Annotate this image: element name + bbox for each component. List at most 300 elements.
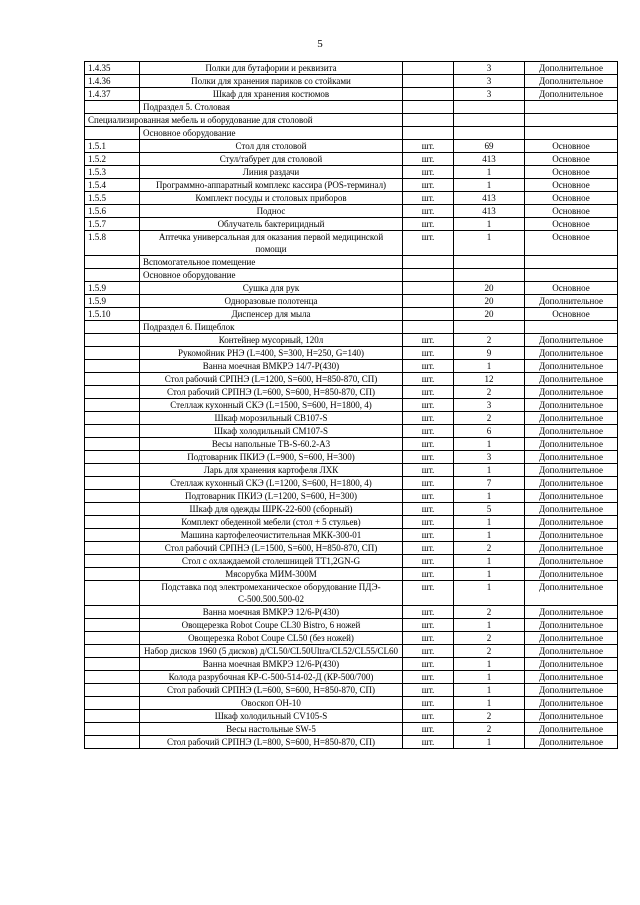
table-row	[85, 88, 618, 101]
cell-qty	[454, 321, 525, 334]
cell-qty: 5	[454, 503, 525, 516]
table-row	[85, 153, 618, 166]
table-row	[85, 671, 618, 684]
cell-unit: шт.	[403, 205, 454, 218]
cell-name: Облучатель бактерицидный	[140, 218, 403, 231]
section-title: Специализированная мебель и оборудование для столовой	[85, 114, 403, 127]
cell-unit	[403, 308, 454, 321]
cell-code: 1.5.5	[85, 192, 140, 205]
table-row	[85, 218, 618, 231]
cell-code: 1.4.35	[85, 62, 140, 75]
table-row	[85, 166, 618, 179]
cell-unit: шт.	[403, 399, 454, 412]
cell-qty: 1	[454, 179, 525, 192]
cell-code	[85, 321, 140, 334]
cell-type: Основное	[525, 218, 618, 231]
cell-name: Стеллаж кухонный СКЭ (L=1200, S=600, H=1800, 4)	[140, 477, 403, 490]
cell-code	[85, 347, 140, 360]
cell-type: Основное	[525, 179, 618, 192]
cell-code	[85, 606, 140, 619]
cell-name: Стол рабочий СРПНЭ (L=1500, S=600, H=850-870, СП)	[140, 542, 403, 555]
cell-type: Дополнительное	[525, 412, 618, 425]
table-row	[85, 619, 618, 632]
cell-unit: шт.	[403, 451, 454, 464]
cell-code: 1.5.9	[85, 282, 140, 295]
cell-unit: шт.	[403, 360, 454, 373]
cell-name: Мясорубка МИМ-300М	[140, 568, 403, 581]
cell-code	[85, 684, 140, 697]
cell-type: Дополнительное	[525, 606, 618, 619]
cell-qty: 2	[454, 334, 525, 347]
cell-unit: шт.	[403, 529, 454, 542]
cell-unit: шт.	[403, 179, 454, 192]
cell-name: Шкаф холодильный СМ107-S	[140, 425, 403, 438]
table-row	[85, 555, 618, 568]
table-row	[85, 425, 618, 438]
section-title: Основное оборудование	[140, 127, 403, 140]
cell-code	[85, 723, 140, 736]
cell-unit: шт.	[403, 645, 454, 658]
section-title: Подраздел 5. Столовая	[140, 101, 403, 114]
cell-type	[525, 127, 618, 140]
section-row	[85, 256, 618, 269]
cell-type: Дополнительное	[525, 542, 618, 555]
cell-type: Дополнительное	[525, 684, 618, 697]
cell-unit: шт.	[403, 477, 454, 490]
table-row	[85, 503, 618, 516]
cell-name: Ларь для хранения картофеля ЛХК	[140, 464, 403, 477]
table-row	[85, 658, 618, 671]
cell-code	[85, 658, 140, 671]
cell-name: Набор дисков 1960 (5 дисков) д/CL50/CL50Ultra/CL52/CL55/CL60	[140, 645, 403, 658]
cell-name: Ванна моечная ВМКРЭ 12/6-Р(430)	[140, 658, 403, 671]
cell-qty: 2	[454, 542, 525, 555]
cell-code	[85, 399, 140, 412]
cell-qty: 2	[454, 632, 525, 645]
table-row	[85, 542, 618, 555]
cell-unit	[403, 321, 454, 334]
cell-code	[85, 736, 140, 749]
cell-type: Дополнительное	[525, 477, 618, 490]
cell-name: Стол рабочий СРПНЭ (L=1200, S=600, H=850-870, СП)	[140, 373, 403, 386]
cell-unit: шт.	[403, 153, 454, 166]
cell-code	[85, 529, 140, 542]
cell-qty: 1	[454, 490, 525, 503]
cell-name: Контейнер мусорный, 120л	[140, 334, 403, 347]
cell-type: Дополнительное	[525, 386, 618, 399]
cell-code	[85, 438, 140, 451]
cell-code	[85, 101, 140, 114]
section-title: Подраздел 6. Пищеблок	[140, 321, 403, 334]
cell-code: 1.5.8	[85, 231, 140, 256]
cell-code	[85, 697, 140, 710]
cell-code	[85, 425, 140, 438]
cell-code: 1.4.36	[85, 75, 140, 88]
cell-code	[85, 386, 140, 399]
cell-unit: шт.	[403, 218, 454, 231]
section-row	[85, 114, 618, 127]
cell-qty: 3	[454, 75, 525, 88]
cell-qty: 3	[454, 399, 525, 412]
equipment-table	[84, 61, 618, 749]
cell-code	[85, 490, 140, 503]
table-row	[85, 438, 618, 451]
cell-qty	[454, 101, 525, 114]
cell-qty: 1	[454, 360, 525, 373]
cell-qty: 20	[454, 282, 525, 295]
table-row	[85, 645, 618, 658]
cell-unit: шт.	[403, 697, 454, 710]
cell-name: Весы настольные SW-5	[140, 723, 403, 736]
table-row	[85, 231, 618, 256]
cell-code	[85, 269, 140, 282]
cell-type: Основное	[525, 192, 618, 205]
cell-qty: 6	[454, 425, 525, 438]
cell-qty: 413	[454, 205, 525, 218]
equipment-table-body	[85, 62, 618, 749]
cell-unit: шт.	[403, 723, 454, 736]
cell-unit: шт.	[403, 632, 454, 645]
cell-unit	[403, 282, 454, 295]
cell-code	[85, 516, 140, 529]
cell-qty: 2	[454, 606, 525, 619]
cell-type: Дополнительное	[525, 62, 618, 75]
cell-unit: шт.	[403, 166, 454, 179]
table-row	[85, 334, 618, 347]
cell-type	[525, 321, 618, 334]
cell-qty: 20	[454, 308, 525, 321]
table-row	[85, 295, 618, 308]
cell-code: 1.5.9	[85, 295, 140, 308]
cell-unit	[403, 114, 454, 127]
cell-type: Дополнительное	[525, 619, 618, 632]
table-row	[85, 75, 618, 88]
cell-code: 1.5.2	[85, 153, 140, 166]
cell-type: Дополнительное	[525, 347, 618, 360]
cell-unit	[403, 101, 454, 114]
cell-type: Основное	[525, 231, 618, 256]
cell-qty: 1	[454, 568, 525, 581]
cell-qty	[454, 269, 525, 282]
cell-code	[85, 412, 140, 425]
cell-qty: 1	[454, 658, 525, 671]
cell-qty	[454, 127, 525, 140]
cell-type: Основное	[525, 308, 618, 321]
cell-type: Дополнительное	[525, 503, 618, 516]
cell-unit: шт.	[403, 386, 454, 399]
cell-code: 1.4.37	[85, 88, 140, 101]
cell-qty: 3	[454, 62, 525, 75]
cell-code	[85, 477, 140, 490]
cell-unit: шт.	[403, 684, 454, 697]
cell-qty: 7	[454, 477, 525, 490]
cell-type: Дополнительное	[525, 710, 618, 723]
cell-type	[525, 256, 618, 269]
table-row	[85, 360, 618, 373]
table-row	[85, 62, 618, 75]
table-row	[85, 451, 618, 464]
cell-unit: шт.	[403, 425, 454, 438]
cell-name: Комплект посуды и столовых приборов	[140, 192, 403, 205]
cell-code: 1.5.7	[85, 218, 140, 231]
cell-unit: шт.	[403, 192, 454, 205]
cell-type: Дополнительное	[525, 658, 618, 671]
cell-type: Дополнительное	[525, 555, 618, 568]
cell-qty: 1	[454, 555, 525, 568]
cell-type: Дополнительное	[525, 75, 618, 88]
cell-type: Основное	[525, 140, 618, 153]
cell-unit: шт.	[403, 464, 454, 477]
cell-code	[85, 256, 140, 269]
table-row	[85, 736, 618, 749]
cell-name: Полки для бутафории и реквизита	[140, 62, 403, 75]
cell-qty: 3	[454, 451, 525, 464]
cell-code	[85, 568, 140, 581]
cell-code: 1.5.4	[85, 179, 140, 192]
cell-type: Основное	[525, 282, 618, 295]
cell-name: Подтоварник ПКИЭ (L=1200, S=600, H=300)	[140, 490, 403, 503]
cell-type: Дополнительное	[525, 736, 618, 749]
cell-unit: шт.	[403, 710, 454, 723]
cell-name: Колода разрубочная КР-С-500-514-02-Д (КР-500/700)	[140, 671, 403, 684]
section-title: Вспомогательное помещение	[140, 256, 403, 269]
cell-type: Дополнительное	[525, 568, 618, 581]
cell-unit: шт.	[403, 671, 454, 684]
cell-name: Программно-аппаратный комплекс кассира (POS-терминал)	[140, 179, 403, 192]
cell-type: Дополнительное	[525, 645, 618, 658]
cell-qty	[454, 256, 525, 269]
cell-qty: 2	[454, 412, 525, 425]
cell-name: Машина картофелеочистительная МКК-300-01	[140, 529, 403, 542]
cell-name: Полки для хранения париков со стойками	[140, 75, 403, 88]
cell-code	[85, 360, 140, 373]
cell-name: Диспенсер для мыла	[140, 308, 403, 321]
cell-name: Подтоварник ПКИЭ (L=900, S=600, H=300)	[140, 451, 403, 464]
cell-code	[85, 127, 140, 140]
cell-name: Одноразовые полотенца	[140, 295, 403, 308]
cell-type	[525, 101, 618, 114]
table-row	[85, 606, 618, 619]
cell-unit	[403, 62, 454, 75]
cell-unit: шт.	[403, 503, 454, 516]
cell-code	[85, 451, 140, 464]
cell-qty: 69	[454, 140, 525, 153]
cell-name: Овощерезка Robot Coupe CL30 Bistro, 6 ножей	[140, 619, 403, 632]
table-row	[85, 632, 618, 645]
cell-code	[85, 710, 140, 723]
cell-unit: шт.	[403, 373, 454, 386]
table-row	[85, 568, 618, 581]
cell-code	[85, 671, 140, 684]
cell-qty: 2	[454, 386, 525, 399]
cell-unit: шт.	[403, 347, 454, 360]
table-row	[85, 192, 618, 205]
cell-qty: 3	[454, 88, 525, 101]
cell-unit: шт.	[403, 581, 454, 606]
cell-name: Овощерезка Robot Coupe CL50 (без ножей)	[140, 632, 403, 645]
cell-unit: шт.	[403, 412, 454, 425]
cell-type: Дополнительное	[525, 399, 618, 412]
section-title: Основное оборудование	[140, 269, 403, 282]
cell-type: Дополнительное	[525, 697, 618, 710]
section-row	[85, 321, 618, 334]
cell-code	[85, 464, 140, 477]
cell-name: Рукомойник РНЭ (L=400, S=300, H=250, G=140)	[140, 347, 403, 360]
cell-type	[525, 269, 618, 282]
cell-type: Дополнительное	[525, 464, 618, 477]
cell-unit: шт.	[403, 438, 454, 451]
cell-code: 1.5.1	[85, 140, 140, 153]
page-number: 5	[317, 38, 323, 50]
cell-unit	[403, 269, 454, 282]
cell-qty: 413	[454, 192, 525, 205]
cell-unit: шт.	[403, 334, 454, 347]
table-row	[85, 723, 618, 736]
cell-name: Поднос	[140, 205, 403, 218]
cell-code	[85, 373, 140, 386]
cell-unit: шт.	[403, 490, 454, 503]
cell-type: Дополнительное	[525, 425, 618, 438]
cell-qty: 2	[454, 710, 525, 723]
cell-name: Шкаф морозильный СВ107-S	[140, 412, 403, 425]
cell-name: Ванна моечная ВМКРЭ 14/7-Р(430)	[140, 360, 403, 373]
cell-name: Линия раздачи	[140, 166, 403, 179]
cell-qty: 1	[454, 736, 525, 749]
cell-type: Дополнительное	[525, 671, 618, 684]
cell-code	[85, 334, 140, 347]
cell-qty: 9	[454, 347, 525, 360]
cell-type: Дополнительное	[525, 490, 618, 503]
cell-name: Весы напольные ТВ-S-60.2-А3	[140, 438, 403, 451]
table-row	[85, 347, 618, 360]
cell-name: Стол рабочий СРПНЭ (L=800, S=600, H=850-870, СП)	[140, 736, 403, 749]
cell-code	[85, 555, 140, 568]
cell-qty: 1	[454, 529, 525, 542]
cell-type: Дополнительное	[525, 451, 618, 464]
cell-unit: шт.	[403, 736, 454, 749]
cell-unit	[403, 256, 454, 269]
table-row	[85, 464, 618, 477]
cell-qty: 12	[454, 373, 525, 386]
table-row	[85, 529, 618, 542]
cell-type: Основное	[525, 205, 618, 218]
table-row	[85, 490, 618, 503]
cell-unit: шт.	[403, 619, 454, 632]
cell-code: 1.5.10	[85, 308, 140, 321]
cell-name: Подставка под электромеханическое оборудование ПДЭ-С-500.500.500-02	[140, 581, 403, 606]
cell-qty: 20	[454, 295, 525, 308]
cell-code	[85, 542, 140, 555]
cell-name: Стеллаж кухонный СКЭ (L=1500, S=600, H=1800, 4)	[140, 399, 403, 412]
cell-qty: 1	[454, 166, 525, 179]
cell-qty: 1	[454, 619, 525, 632]
cell-type: Дополнительное	[525, 529, 618, 542]
cell-type	[525, 114, 618, 127]
cell-qty: 1	[454, 516, 525, 529]
table-row	[85, 399, 618, 412]
cell-name: Стул/табурет для столовой	[140, 153, 403, 166]
cell-code	[85, 632, 140, 645]
cell-qty: 1	[454, 218, 525, 231]
section-row	[85, 101, 618, 114]
cell-unit	[403, 88, 454, 101]
section-row	[85, 127, 618, 140]
cell-type: Дополнительное	[525, 373, 618, 386]
table-row	[85, 697, 618, 710]
table-row	[85, 516, 618, 529]
cell-unit	[403, 127, 454, 140]
cell-qty: 1	[454, 671, 525, 684]
cell-type: Дополнительное	[525, 723, 618, 736]
table-row	[85, 140, 618, 153]
cell-unit: шт.	[403, 231, 454, 256]
cell-unit	[403, 295, 454, 308]
cell-unit: шт.	[403, 516, 454, 529]
cell-name: Шкаф для одежды ШРК-22-600 (сборный)	[140, 503, 403, 516]
cell-type: Дополнительное	[525, 632, 618, 645]
cell-type: Дополнительное	[525, 295, 618, 308]
cell-name: Шкаф холодильный CV105-S	[140, 710, 403, 723]
cell-qty: 1	[454, 231, 525, 256]
cell-qty: 1	[454, 684, 525, 697]
cell-qty: 2	[454, 645, 525, 658]
cell-qty	[454, 114, 525, 127]
cell-code	[85, 503, 140, 516]
cell-type: Основное	[525, 166, 618, 179]
table-row	[85, 282, 618, 295]
cell-name: Аптечка универсальная для оказания первой медицинской помощи	[140, 231, 403, 256]
cell-name: Стол рабочий СРПНЭ (L=600, S=600, H=850-870, СП)	[140, 684, 403, 697]
cell-name: Шкаф для хранения костюмов	[140, 88, 403, 101]
cell-unit: шт.	[403, 658, 454, 671]
cell-name: Стол с охлаждаемой столешницей ТТ1,2GN-G	[140, 555, 403, 568]
table-row	[85, 205, 618, 218]
table-row	[85, 581, 618, 606]
table-row	[85, 308, 618, 321]
cell-type: Дополнительное	[525, 334, 618, 347]
cell-type: Дополнительное	[525, 516, 618, 529]
cell-code	[85, 619, 140, 632]
cell-name: Стол для столовой	[140, 140, 403, 153]
cell-qty: 2	[454, 723, 525, 736]
cell-name: Комплект обеденной мебели (стол + 5 стульев)	[140, 516, 403, 529]
cell-name: Стол рабочий СРПНЭ (L=600, S=600, H=850-870, СП)	[140, 386, 403, 399]
table-row	[85, 373, 618, 386]
table-row	[85, 179, 618, 192]
cell-type: Дополнительное	[525, 581, 618, 606]
cell-qty: 1	[454, 697, 525, 710]
cell-type: Основное	[525, 153, 618, 166]
cell-name: Сушка для рук	[140, 282, 403, 295]
cell-unit: шт.	[403, 542, 454, 555]
cell-code: 1.5.3	[85, 166, 140, 179]
cell-qty: 413	[454, 153, 525, 166]
table-row	[85, 412, 618, 425]
cell-qty: 1	[454, 438, 525, 451]
table-row	[85, 477, 618, 490]
cell-unit: шт.	[403, 555, 454, 568]
cell-name: Овоскоп ОН-10	[140, 697, 403, 710]
cell-qty: 1	[454, 581, 525, 606]
cell-code	[85, 581, 140, 606]
cell-code: 1.5.6	[85, 205, 140, 218]
cell-code	[85, 645, 140, 658]
table-row	[85, 684, 618, 697]
table-row	[85, 386, 618, 399]
cell-unit	[403, 75, 454, 88]
cell-unit: шт.	[403, 568, 454, 581]
cell-name: Ванна моечная ВМКРЭ 12/6-Р(430)	[140, 606, 403, 619]
